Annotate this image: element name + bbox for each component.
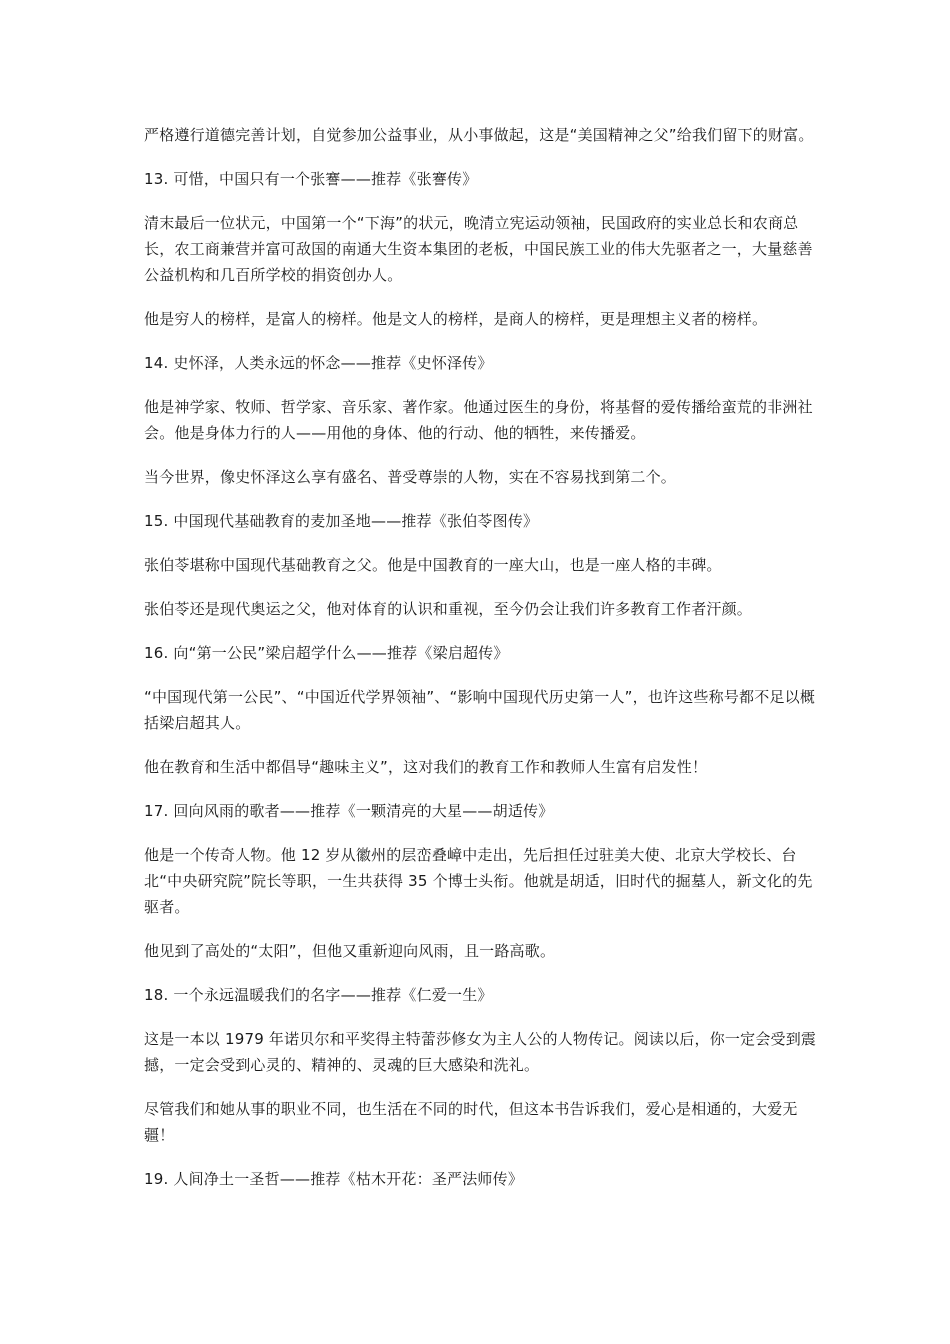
document-body: [144, 122, 824, 1210]
paragraph: 当今世界，像史怀泽这么享有盛名、普受尊崇的人物，实在不容易找到第二个。: [144, 468, 677, 486]
paragraph: 他是穷人的榜样，是富人的榜样。他是文人的榜样，是商人的榜样，更是理想主义者的榜样。: [144, 310, 768, 328]
paragraph: 这是一本以 1979 年诺贝尔和平奖得主特蕾莎修女为主人公的人物传记。阅读以后，你一定会受到震撼，一定会受到心灵的、精神的、灵魂的巨大感染和洗礼。: [144, 1030, 817, 1074]
section-heading: 13. 可惜，中国只有一个张謇——推荐《张謇传》: [144, 170, 478, 188]
paragraph: 清末最后一位状元，中国第一个“下海”的状元，晚清立宪运动领袖，民国政府的实业总长和农商总长，农工商兼营并富可敌国的南通大生资本集团的老板，中国民族工业的伟大先驱者之一，大量慈善公益机构和几百所学校的捐资创办人。: [144, 214, 813, 284]
paragraph: 他见到了高处的“太阳”，但他又重新迎向风雨，且一路高歌。: [144, 942, 556, 960]
paragraph: 张伯苓还是现代奥运之父，他对体育的认识和重视，至今仍会让我们许多教育工作者汗颜。: [144, 600, 753, 618]
paragraph: 严格遵行道德完善计划，自觉参加公益事业，从小事做起，这是“美国精神之父”给我们留下的财富。: [144, 126, 814, 144]
paragraph: 尽管我们和她从事的职业不同，也生活在不同的时代，但这本书告诉我们，爱心是相通的，大爱无疆！: [144, 1100, 798, 1144]
section-heading: 19. 人间净土一圣哲——推荐《枯木开花：圣严法师传》: [144, 1170, 524, 1188]
paragraph: “中国现代第一公民”、“中国近代学界领袖”、“影响中国现代历史第一人”，也许这些称号都不足以概括梁启超其人。: [144, 688, 816, 732]
paragraph: 他是神学家、牧师、哲学家、音乐家、著作家。他通过医生的身份，将基督的爱传播给蛮荒的非洲社会。他是身体力行的人——用他的身体、他的行动、他的牺牲，来传播爱。: [144, 398, 813, 442]
section-heading: 16. 向“第一公民”梁启超学什么——推荐《梁启超传》: [144, 644, 509, 662]
section-heading: 18. 一个永远温暖我们的名字——推荐《仁爱一生》: [144, 986, 493, 1004]
section-heading: 14. 史怀泽，人类永远的怀念——推荐《史怀泽传》: [144, 354, 493, 372]
paragraph: 他在教育和生活中都倡导“趣味主义”，这对我们的教育工作和教师人生富有启发性！: [144, 758, 708, 776]
section-heading: 17. 回向风雨的歌者——推荐《一颗清亮的大星——胡适传》: [144, 802, 554, 820]
paragraph: 他是一个传奇人物。他 12 岁从徽州的层峦叠嶂中走出，先后担任过驻美大使、北京大学校长、台北“中央研究院”院长等职，一生共获得 35 个博士头衔。他就是胡适，旧时代的掘墓人，新文化的先驱者。: [144, 846, 813, 916]
section-heading: 15. 中国现代基础教育的麦加圣地——推荐《张伯苓图传》: [144, 512, 539, 530]
paragraph: 张伯苓堪称中国现代基础教育之父。他是中国教育的一座大山，也是一座人格的丰碑。: [144, 556, 722, 574]
